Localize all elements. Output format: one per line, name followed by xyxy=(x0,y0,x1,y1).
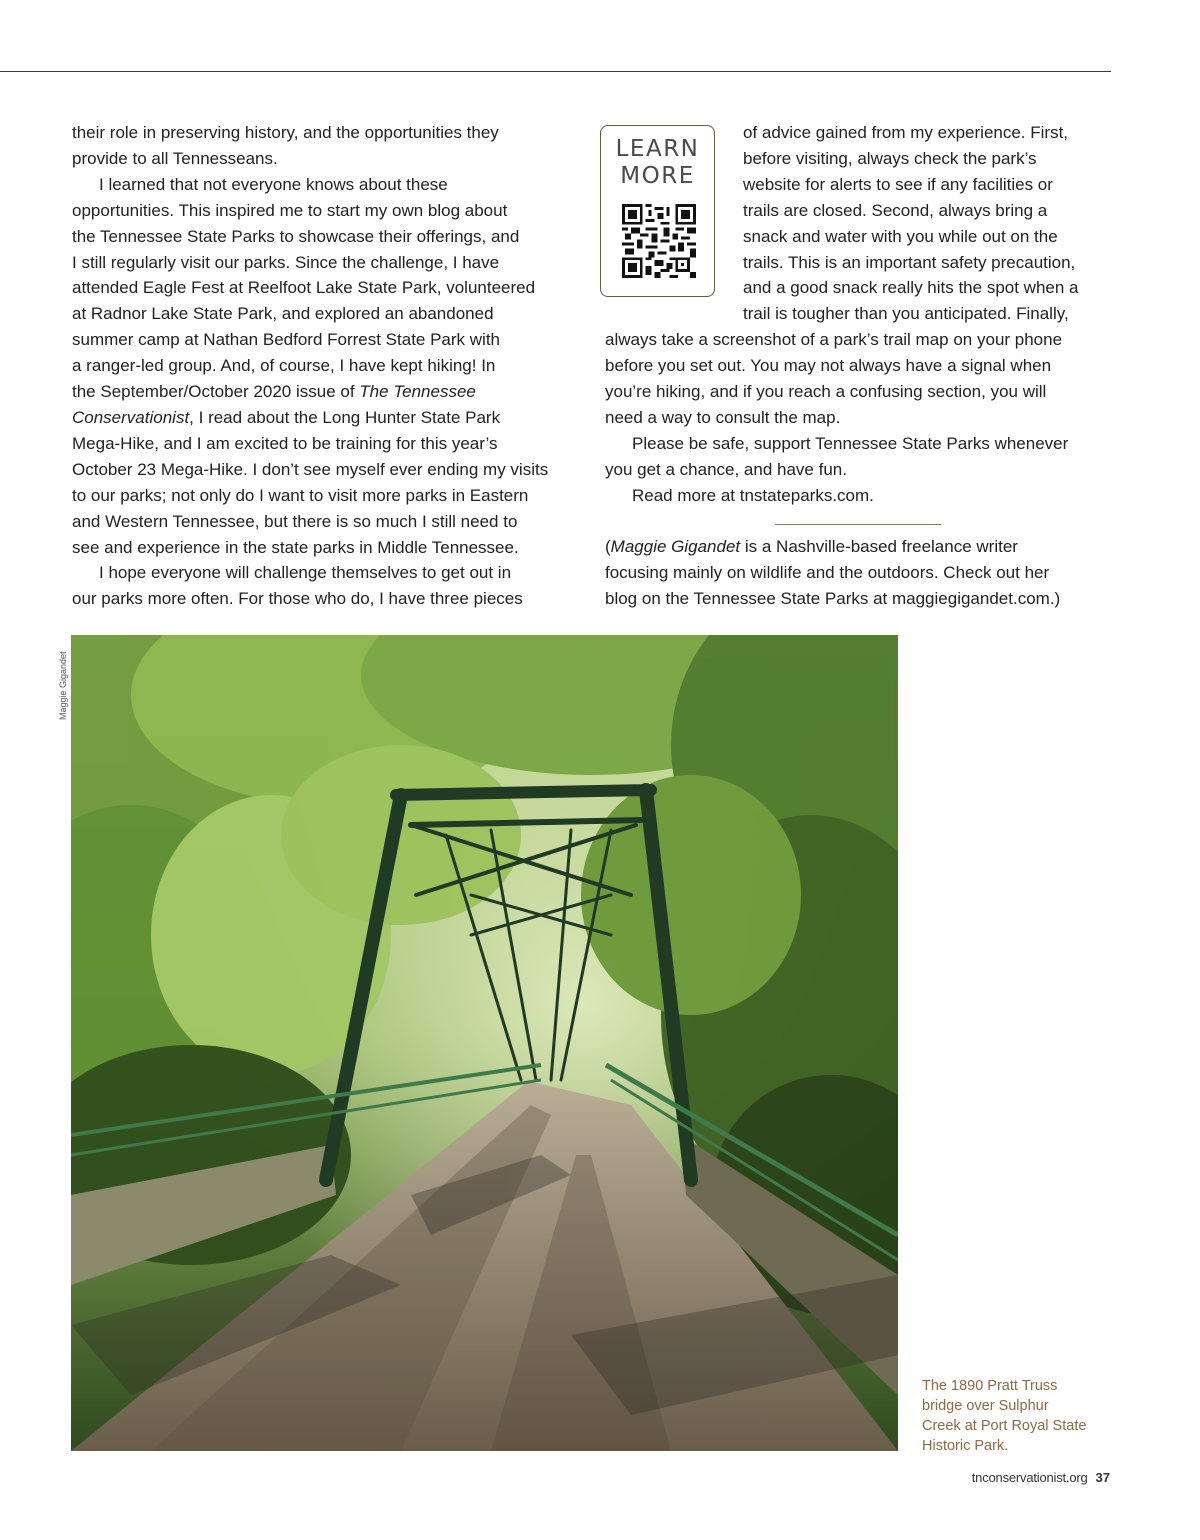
paragraph-intro-continued: their role in preserving history, and the opportunities they provide to all Tennesseans. xyxy=(72,123,499,168)
page-number: 37 xyxy=(1095,1470,1110,1485)
author-name: Maggie Gigandet xyxy=(610,537,741,556)
paragraph-advice: of advice gained from my experience. First, before visiting, always check the park’s website for alerts to see if any facilities or trails are closed. Second, always bring a snack and water with you while out on the trails. This is an important safety precaution, and a good snack really hits the spot when a trail is tougher than you anticipated. Finally, always take a screenshot of a park’s trail map on your phone before you set out. You may not always have a signal when you’re hiking, and if you reach a confusing section, you will need a way to consult the map. xyxy=(605,123,1079,427)
paragraph-blog: I learned that not everyone knows about these opportunities. This inspired me to start my own blog about the Tennessee State Parks to showcase their offerings, and I still regularly visit our parks. Since the challenge, I have attended Eagle Fest at Reelfoot Lake State Park, volunteered at Radnor Lake State Park, and explored an abandoned summer camp at Nathan Bedford Forrest State Park with a ranger-led group. And, of course, I have kept hiking! In the September/October 2020 issue of The Tennessee Conservationist, I read about the Long Hunter State Park Mega-Hike, and I am excited to be training for this year’s October 23 Mega-Hike. I don’t see myself ever ending my visits to our parks; not only do I want to visit more parks in Eastern and Western Tennessee, but there is so much I still need to see and experience in the state parks in Middle Tennessee. xyxy=(72,174,549,557)
page-footer xyxy=(972,1470,1110,1485)
paragraph-read-more: Read more at tnstateparks.com. xyxy=(632,485,874,505)
header-rule xyxy=(0,71,1111,72)
footer-site[interactable]: tnconservationist.org xyxy=(971,1470,1088,1485)
paragraph-challenge: I hope everyone will challenge themselves to get out in our parks more often. For those who do, I have three pieces xyxy=(72,563,523,609)
photo-credit: Maggie Gigandet xyxy=(58,651,68,720)
right-column xyxy=(605,120,1110,509)
photo-caption: The 1890 Pratt Truss bridge over Sulphur Creek at Port Royal State Historic Park. xyxy=(922,1378,1087,1454)
section-separator xyxy=(775,524,941,525)
learn-more-title: LEARN MORE xyxy=(615,136,700,189)
paragraph-safe: Please be safe, support Tennessee State Parks whenever you get a chance, and have fun. xyxy=(605,433,1069,479)
author-bio: (Maggie Gigandet is a Nashville-based freelance writer focusing mainly on wildlife and the outdoors. Check out her blog on the Tennessee State Parks at maggiegigandet.com.) xyxy=(605,537,1061,608)
left-column xyxy=(72,120,577,612)
magazine-title: The Tennessee xyxy=(359,382,476,402)
magazine-title-cont: Conservationist xyxy=(72,407,190,427)
bridge-illustration xyxy=(71,635,898,1451)
bridge-photo xyxy=(71,635,898,1451)
